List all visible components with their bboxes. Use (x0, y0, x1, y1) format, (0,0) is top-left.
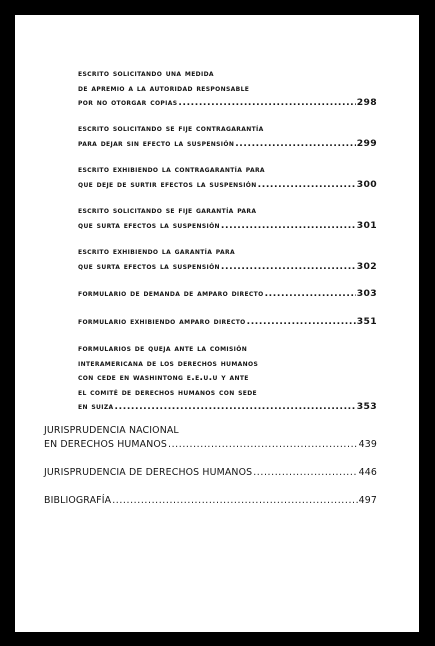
toc-entry-text: formulario de demanda de amparo directo (78, 288, 264, 299)
toc-entry-line (78, 260, 377, 275)
dot-leader (235, 137, 356, 152)
toc-page-number: 299 (356, 137, 377, 149)
dot-leader (115, 400, 356, 415)
toc-entry-formularios-de-queja[interactable] (78, 342, 377, 415)
toc-page-number: 439 (358, 439, 377, 451)
toc-page-number: 497 (358, 495, 377, 506)
dot-leader (247, 315, 356, 330)
dot-leader (221, 260, 356, 275)
toc-entry-text: escrito solicitando una medida (78, 68, 214, 79)
toc-entry-line (78, 122, 377, 137)
dot-leader (265, 287, 356, 302)
toc-entry-line (78, 67, 377, 82)
dot-leader (112, 494, 357, 508)
toc-entry-line (44, 424, 377, 438)
toc-entry-line (78, 219, 377, 234)
toc-page-number: 302 (356, 260, 377, 272)
toc-entry-text: formularios de queja ante la comisión (78, 343, 248, 354)
toc-entry-text: para dejar sin efecto la suspensión (78, 137, 235, 149)
toc-entry-line (78, 371, 377, 386)
toc-entry-line (78, 137, 377, 152)
toc-entry-text: por no otorgar copias (78, 97, 178, 108)
toc-entry-medida-de-apremio[interactable] (78, 67, 377, 111)
toc-entry-text: escrito solicitando se fije contragarantía (78, 123, 264, 134)
toc-entry-line (44, 438, 377, 452)
toc-entry-text: con cede en washintong e.e.u.u y ante (78, 372, 249, 383)
toc-entry-line (78, 400, 377, 415)
toc-entry-line (78, 386, 377, 401)
toc-page-number: 353 (356, 401, 377, 412)
toc-entry-line (78, 178, 377, 193)
toc-page-number: 300 (356, 178, 377, 190)
toc-entry-jurisprudencia-derechos-humanos[interactable] (44, 466, 377, 480)
toc-page-number: 446 (358, 467, 377, 478)
toc-entry-text: BIBLIOGRAFÍA (44, 495, 112, 506)
toc-entry-line (78, 357, 377, 372)
toc-entry-line (44, 494, 377, 508)
toc-entry-line (78, 163, 377, 178)
toc-entry-text: JURISPRUDENCIA DE DERECHOS HUMANOS (44, 467, 253, 478)
toc-page-number: 301 (356, 219, 377, 231)
dot-leader (178, 96, 355, 111)
toc-page-number: 351 (356, 316, 377, 327)
toc-entry-line (78, 342, 377, 357)
toc-entry-text: escrito exhibiendo la garantía para (78, 246, 235, 257)
toc-entry-text: que surta efectos la suspensión (78, 260, 220, 272)
toc-entry-text: en suiza (78, 401, 114, 412)
toc-entry-text: escrito exhibiendo la contragarantía para (78, 164, 265, 175)
dot-leader (168, 438, 358, 452)
toc-entry-text: de apremio a la autoridad responsable (78, 82, 250, 94)
toc-entry-exhibiendo-garantia[interactable] (78, 245, 377, 274)
toc-entry-text: el comité de derechos humanos con sede (78, 386, 258, 398)
toc-entry-text: interamericana de los derechos humanos (78, 357, 259, 369)
dot-leader (253, 466, 357, 480)
toc-entry-text: que surta efectos la suspensión (78, 219, 220, 231)
toc-entry-text: formulario exhibiendo amparo directo (78, 316, 246, 327)
toc-entry-line (44, 466, 377, 480)
toc-entry-text: EN DERECHOS HUMANOS (44, 439, 168, 451)
toc-entry-line (78, 287, 377, 302)
toc-entry-line (78, 315, 377, 330)
toc-entry-text: JURISPRUDENCIA NACIONAL (44, 425, 179, 436)
toc-entry-jurisprudencia-nacional[interactable] (44, 424, 377, 452)
toc-entry-line (78, 204, 377, 219)
toc-entry-line (78, 245, 377, 260)
toc-entry-text: escrito solicitando se fije garantía para (78, 205, 257, 216)
toc-entry-line (78, 82, 377, 97)
toc-entry-exhibiendo-contragarantia[interactable] (78, 163, 377, 192)
toc-entry-fije-garantia[interactable] (78, 204, 377, 233)
toc-entry-line (78, 96, 377, 111)
toc-entry-text: que deje de surtir efectos la suspensión (78, 178, 257, 190)
dot-leader (258, 178, 356, 193)
toc-page-number: 298 (356, 97, 377, 108)
toc-entry-fije-contragarantia[interactable] (78, 122, 377, 151)
toc-entry-demanda-amparo-directo[interactable] (78, 287, 377, 302)
toc-page-number: 303 (356, 288, 377, 299)
toc-entry-exhibiendo-amparo-directo[interactable] (78, 315, 377, 330)
toc-entry-bibliografia[interactable] (44, 494, 377, 508)
dot-leader (221, 219, 356, 234)
book-page (15, 15, 419, 632)
